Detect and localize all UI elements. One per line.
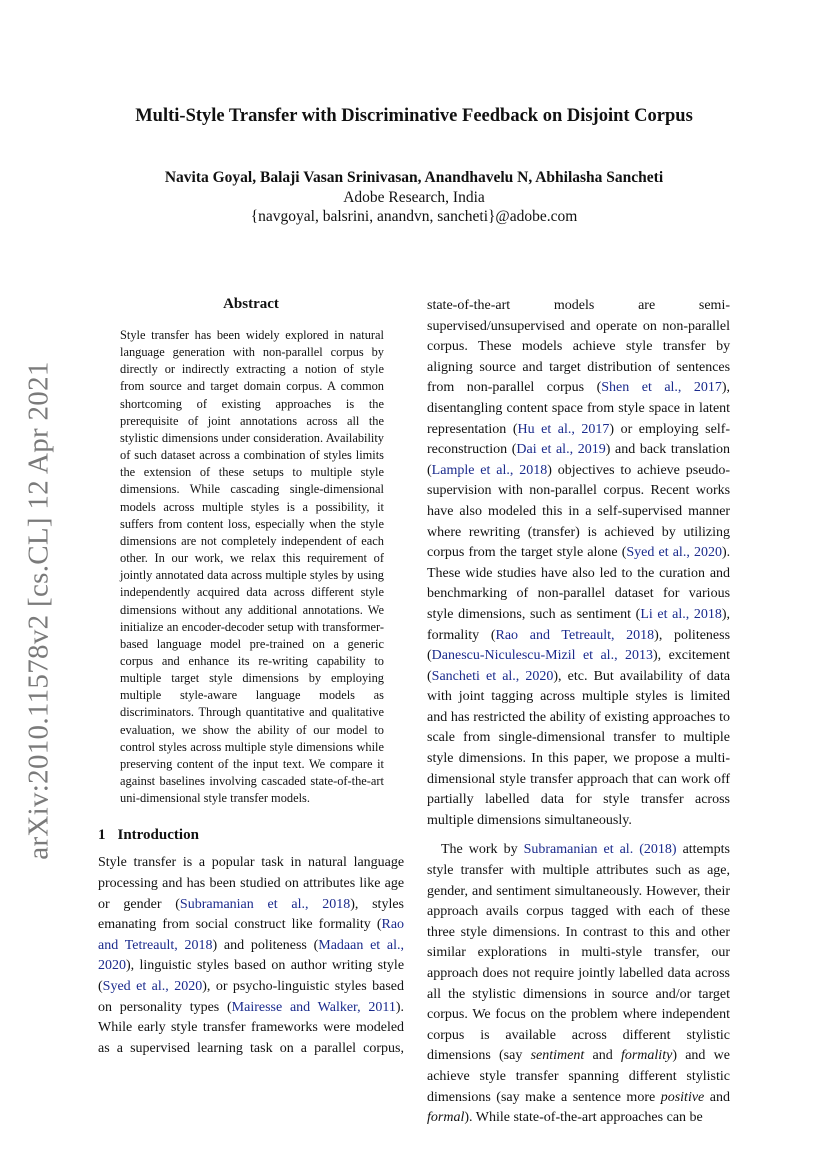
citation-link[interactable]: 2020 [525,668,554,684]
citation-link[interactable]: 2011 [368,999,396,1015]
citation-link[interactable] [282,1000,290,1015]
citation-link[interactable]: al., [672,545,690,561]
citation-link[interactable]: et [582,648,594,664]
citation-link[interactable]: et [657,606,668,622]
citation-link[interactable]: 2018 [626,627,655,643]
citation-link[interactable]: et [370,937,381,953]
author-list: Navita Goyal, Balaji Vasan Srinivasan, Anandhavelu N, Abhilasha Sancheti [164,169,664,186]
citation-link[interactable]: Subramanian et al. (2018) [523,842,677,858]
citation-link[interactable] [380,938,387,953]
citation-link[interactable]: al., [600,648,618,664]
right-column [427,296,730,1129]
section-number: 1 [98,827,106,844]
arxiv-identifier-text: arXiv:2010.11578v2 [cs.CL] 12 Apr 2021 [22,360,55,860]
citation-link[interactable] [278,897,292,912]
citation-link[interactable]: Danescu-Niculescu-Mizil [431,648,576,664]
citation-link[interactable]: Hu [517,421,535,437]
citation-link[interactable]: et [136,978,147,994]
citation-link[interactable]: al., [557,421,575,437]
citation-link[interactable]: al., [496,462,514,478]
citation-link[interactable]: et [641,380,652,396]
citation-link[interactable]: al., [151,978,169,994]
citation-link[interactable] [618,648,625,663]
citation-link[interactable] [518,628,530,643]
citation-link[interactable]: 2013 [625,648,653,664]
citation-link[interactable]: Li [640,606,653,622]
citation-link[interactable]: Subramanian [179,896,254,912]
citation-link[interactable] [652,380,664,395]
citation-link[interactable]: al., [672,606,690,622]
citation-link[interactable]: 2019 [577,442,606,458]
citation-link[interactable]: 2017 [693,380,722,396]
citation-link[interactable]: Sancheti [431,668,480,684]
citation-link[interactable] [614,628,626,643]
citation-link[interactable]: al., [291,896,309,912]
section-heading-introduction [98,827,404,844]
citation-link[interactable]: et [485,668,497,684]
citation-link[interactable]: 2020 [174,978,203,994]
citation-link[interactable] [576,648,583,663]
citation-link[interactable]: Dai [516,442,537,458]
abstract-heading: Abstract [223,296,279,312]
left-column [98,296,404,1059]
citation-link[interactable]: Rao [495,627,519,643]
citation-link[interactable]: Madaan [318,937,364,953]
citation-link[interactable]: al., [555,442,574,458]
citation-link[interactable] [254,897,268,912]
citation-link[interactable]: Rao [381,917,405,933]
abstract-text: Style transfer has been widely explored in natural language generation with non-parallel corpus by directly or indirectly extracting a notion of style from source and target domain corpus. A common shortcoming of existing approaches is the prerequisite of joint annotations across all the stylistic dimensions under consideration. Availability of such dataset across a combination of styles limits the extension of these setups to multiple style dimensions. While cascading single-dimensional models across multiple styles is a possibility, it suffers from content loss, especially when the style dimensions are not completely independent of each other. In our work, we relax this requirement of jointly annotated data across multiple styles by using independently acquired data across different style dimensions without any additional annotations. We initialize an encoder-decoder setup with transformer-based language model pre-trained on a generic corpus and enhance its re-writing capability to multiple target style dimensions by employing multiple style-aware language models as discriminators. Through quantitative and qualitative evaluation, we show the ability of our model to control styles across multiple style dimensions while preserving content of the input text. We compare it against baselines involving cascaded state-of-the-art uni-dimensional style transfer models. [120,328,384,806]
intro-paragraph-1-part-2: state-of-the-art models are semi-supervised/unsupervised and operate on non-parallel corpus. These models achieve style transfer by aligning source and target distribution of sentences from non-parallel corpus (Shen et al., 2017), disentangling content space from style space in latent representation (Hu et al., 2017) or employing self-reconstruction (Dai et al., 2019) and back translation (Lample et al., 2018) objectives to achieve pseudo-supervision with non-parallel corpus. Recent works have also modeled this in a self-supervised manner where rewriting (transfer) is achieved by utilizing corpus from the target style alone (Syed et al., 2020). These wide studies have also led to the curation and benchmarking of non-parallel dataset for various style dimensions, such as sentiment (Li et al., 2018), formality (Rao and Tetreault, 2018), politeness (Danescu-Niculescu-Mizil et al., 2013), excitement (Sancheti et al., 2020), etc. But availability of data with joint tagging across multiple styles is limited and has restricted the ability of existing approaches to scale from single-dimensional transfer to multiple style dimensions. In this paper, we propose a multi-dimensional style transfer approach that can work off partially labelled data for style transfer across multiple dimensions simultaneously. [427,298,731,828]
arxiv-identifier [16,360,62,860]
citation-link[interactable]: Mairesse [231,999,283,1015]
citation-link[interactable]: Shen [601,380,630,396]
affiliation: Adobe Research, India [343,189,485,206]
citation-link[interactable]: Lample [431,462,475,478]
citation-link[interactable] [308,897,322,912]
citation-link[interactable]: Tetreault, [561,627,615,643]
citation-link[interactable]: 2017 [581,421,610,437]
citation-link[interactable]: et [541,442,552,458]
citation-link[interactable]: Syed [102,978,131,994]
intro-paragraph-2: The work by Subramanian et al. (2018) attempts style transfer with multiple attributes such as age, gender, and sentiment simultaneously. However, their approach avails corpus tagged with each of these three style dimensions. In contrast to this and other similar explorations in multi-style transfer, our approach does not require jointly labelled data across all the stylistic dimensions in source and/or target corpus. We focus on the problem where independent corpus is available across different stylistic dimensions (say sentiment and formality) and we achieve style transfer spanning different stylistic dimensions (say make a sentence more positive and formal). While state-of-the-art approaches can be [427,842,731,1126]
citation-link[interactable]: Tetreault, [124,937,178,953]
citation-link[interactable]: 2018 [184,937,213,953]
citation-link[interactable]: et [267,896,278,912]
citation-link[interactable]: 2018 [322,896,351,912]
citation-link[interactable]: 2020 [98,958,126,974]
citation-link[interactable]: 2018 [693,606,722,622]
citation-link[interactable]: and [529,627,550,643]
citation-link[interactable]: al., [664,380,682,396]
paper-title: Multi-Style Transfer with Discriminative Feedback on Disjoint Corpus [135,106,693,126]
citation-link[interactable] [310,1000,317,1015]
citation-link[interactable]: et [541,421,552,437]
citation-link[interactable]: Syed [626,545,655,561]
citation-link[interactable]: 2018 [519,462,548,478]
citation-link[interactable]: al., [502,668,520,684]
citation-link[interactable]: et [658,545,669,561]
citation-link[interactable] [629,380,641,395]
author-emails: {navgoyal, balsrini, anandvn, sancheti}@adobe.com [250,208,578,225]
citation-link[interactable]: Walker, [317,999,361,1015]
citation-link[interactable]: 2020 [693,545,722,561]
section-title: Introduction [117,827,199,844]
intro-paragraph-1-part-1: Style transfer is a popular task in natural language processing and has been studied on attributes like age or gender (Subramanian et al., 2018), styles emanating from social construct like formality (Rao and Tetreault, 2018) and politeness (Madaan et al., 2020), linguistic styles based on author writing style (Syed et al., 2020), or psycho-linguistic styles based on personality types (Mairesse and Walker, 2011). While early style transfer frameworks were modeled as a supervised learning task on a parallel corpus, [98,855,405,1056]
citation-link[interactable]: et [480,462,491,478]
citation-link[interactable]: al., [386,937,405,953]
citation-link[interactable] [550,628,561,643]
citation-link[interactable] [681,380,693,395]
citation-link[interactable]: and [98,937,119,953]
citation-link[interactable]: and [289,999,311,1015]
